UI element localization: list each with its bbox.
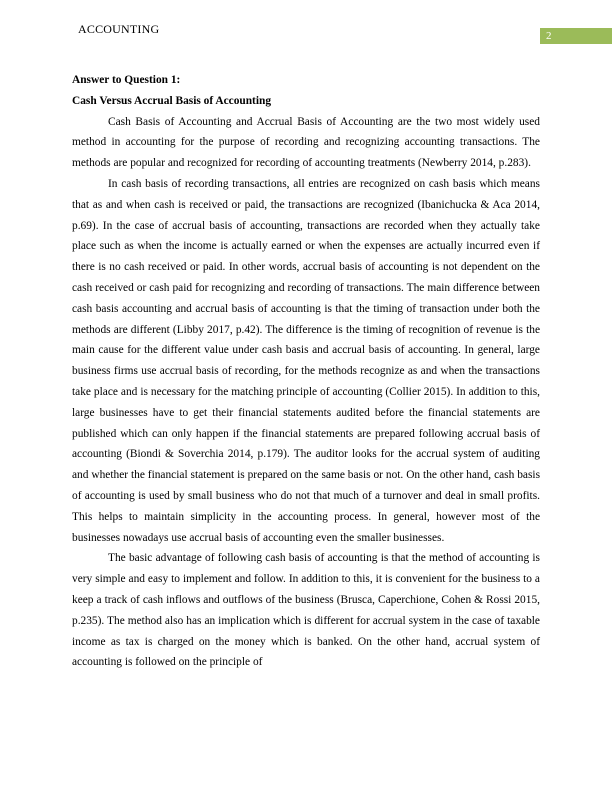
paragraph-advantages: The basic advantage of following cash basis of accounting is that the method of accounting is very simple and easy to implement and follow. In addition to this, it is convenient for the business to a keep a track of cash inflows and outflows of the business (Brusca, Caperchione, Cohen & Rossi 2015, p.235). The method also has an implication which is different for accrual system in the case of taxable income as tax is charged on the money which is banked. On the other hand, accrual system of accounting is followed on the principle of	[72, 552, 540, 669]
paragraph-cash-vs-accrual: In cash basis of recording transactions, all entries are recognized on cash basis which means that as and when cash is received or paid, the transactions are recognized (Ibanichucka & Aca 2014, p.69). In the case of accrual basis of accounting, transactions are recorded when they actually take place such as when the income is actually earned or when the expenses are actually incurred even if there is no cash received or paid. In other words, accrual basis of accounting is not dependent on the cash received or cash paid for recognizing and recording of transactions. The main difference between cash basis accounting and accrual basis of accounting is that the timing of transaction under both the methods are different (Libby 2017, p.42). The difference is the timing of recognition of revenue is the main cause for the different value under cash basis and accrual basis of accounting. In general, large business firms use accrual basis of recording, for the methods recognize as and when the transactions take place and is necessary for the matching principle of accounting (Collier 2015). In addition to this, large businesses have to get their financial statements audited before the financial statements are published which can only happen if the financial statements are prepared following accrual basis of accounting (Biondi & Soverchia 2014, p.179). The auditor looks for the accrual system of auditing and whether the financial statement is prepared on the same basis or not. On the other hand, cash basis of accounting is used by small business who do not that much of a turnover and deal in small profits. This helps to maintain simplicity in the accounting process. In general, however most of the businesses nowadays use accrual basis of accounting even the smaller businesses.	[72, 177, 540, 544]
document-body	[72, 70, 540, 673]
running-head: ACCOUNTING	[78, 22, 160, 36]
page-number-badge: 2	[540, 28, 612, 44]
paragraph-intro: Cash Basis of Accounting and Accrual Basis of Accounting are the two most widely used method in accounting for the purpose of recording and recognizing accounting transactions. The methods are popular and recognized for recording of accounting treatments (Newberry 2014, p.283).	[72, 115, 540, 170]
section-heading: Cash Versus Accrual Basis of Accounting	[72, 94, 272, 107]
question-heading: Answer to Question 1:	[72, 74, 181, 86]
